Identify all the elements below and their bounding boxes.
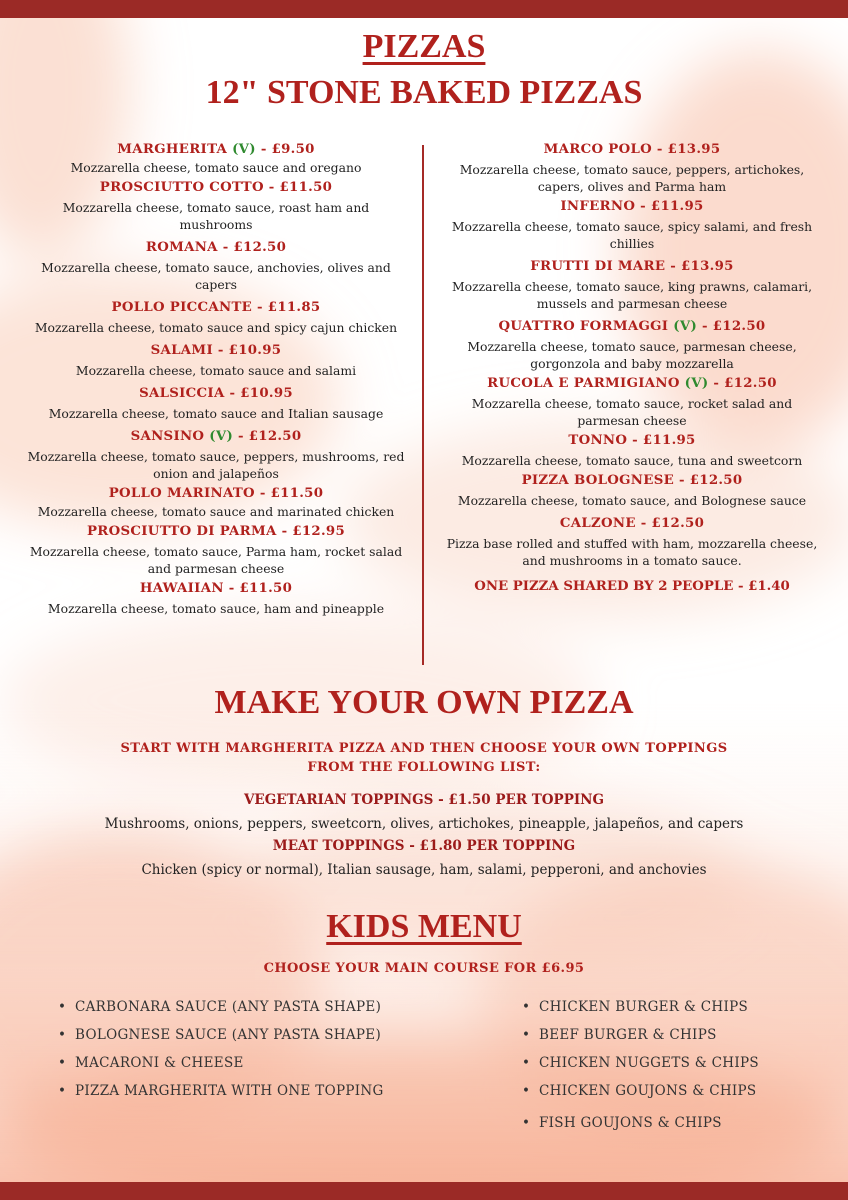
item-description: Mozzarella cheese, tomato sauce and marinated chicken <box>37 504 395 519</box>
top-band <box>0 0 848 18</box>
vegetarian-badge: (V) <box>684 376 709 391</box>
list-item: • CARBONARA SAUCE (ANY PASTA SHAPE) <box>58 997 384 1025</box>
list-item: • BEEF BURGER & CHIPS <box>522 1025 759 1053</box>
item-description: Mozzarella cheese, tomato sauce and Italian sausage <box>48 406 384 421</box>
make-your-own-intro-line2: FROM THE FOLLOWING LIST: <box>307 760 541 775</box>
kids-menu-title: KIDS MENU <box>326 908 522 945</box>
item-name: INFERNO - £11.95 <box>560 199 704 214</box>
menu-item <box>442 374 822 429</box>
kids-menu-subtitle: CHOOSE YOUR MAIN COURSE FOR £6.95 <box>263 961 585 976</box>
menu-item <box>442 257 822 312</box>
item-name: SANSINO (V) - £12.50 <box>130 429 302 444</box>
menu-item <box>442 471 822 509</box>
item-description: Mozzarella cheese, tomato sauce, peppers, artichokes, capers, olives and Parma ham <box>459 162 805 194</box>
item-name: FRUTTI DI MARE - £13.95 <box>530 259 734 274</box>
item-description: Mozzarella cheese, tomato sauce, rocket salad and parmesan cheese <box>471 396 793 428</box>
meat-toppings-heading: MEAT TOPPINGS - £1.80 PER TOPPING <box>272 838 576 854</box>
menu-item <box>26 140 406 176</box>
kids-list-left <box>58 997 384 1109</box>
vegetarian-badge: (V) <box>209 429 234 444</box>
item-description: Mozzarella cheese, tomato sauce, king prawns, calamari, mussels and parmesan cheese <box>451 279 813 311</box>
item-name: PROSCIUTTO DI PARMA - £12.95 <box>86 524 346 539</box>
vegetarian-badge: (V) <box>232 142 256 157</box>
item-name: RUCOLA E PARMIGIANO (V) - £12.50 <box>487 376 777 391</box>
make-your-own-intro-line1: START WITH MARGHERITA PIZZA AND THEN CHOOSE YOUR OWN TOPPINGS <box>120 741 728 756</box>
item-description: Mozzarella cheese, tomato sauce, Parma ham, rocket salad and parmesan cheese <box>29 544 403 576</box>
list-item: • MACARONI & CHEESE <box>58 1053 384 1081</box>
item-description: Mozzarella cheese, tomato sauce, and Bolognese sauce <box>457 493 807 508</box>
list-item: • FISH GOUJONS & CHIPS <box>522 1113 759 1141</box>
item-description: Mozzarella cheese, tomato sauce, tuna and sweetcorn <box>461 453 803 468</box>
item-name: CALZONE - £12.50 <box>559 516 705 531</box>
menu-item <box>26 427 406 482</box>
item-name: POLLO PICCANTE - £11.85 <box>111 300 321 315</box>
item-description: Pizza base rolled and stuffed with ham, mozzarella cheese, and mushrooms in a tomato sauce. <box>446 536 818 568</box>
item-name: MARGHERITA (V) - £9.50 <box>117 142 315 157</box>
menu-item <box>26 522 406 577</box>
make-your-own-title: MAKE YOUR OWN PIZZA <box>214 684 634 721</box>
item-name: HAWAIIAN - £11.50 <box>139 581 293 596</box>
page-title: PIZZAS <box>362 28 486 65</box>
item-description: Mozzarella cheese, tomato sauce and spicy cajun chicken <box>34 320 398 335</box>
menu-item <box>442 197 822 252</box>
column-divider <box>422 145 424 665</box>
menu-item <box>26 484 406 520</box>
pizza-column-right <box>442 140 822 594</box>
page-subtitle: 12" STONE BAKED PIZZAS <box>205 74 643 111</box>
vegetarian-toppings-heading: VEGETARIAN TOPPINGS - £1.50 PER TOPPING <box>243 792 605 808</box>
item-name: ROMANA - £12.50 <box>145 240 287 255</box>
item-description: Mozzarella cheese, tomato sauce, spicy salami, and fresh chillies <box>451 219 813 251</box>
pizza-column-left <box>26 140 406 617</box>
menu-item <box>442 317 822 372</box>
item-name: QUATTRO FORMAGGI (V) - £12.50 <box>498 319 766 334</box>
kids-list-right <box>522 997 759 1141</box>
item-name: SALSICCIA - £10.95 <box>139 386 293 401</box>
item-description: Mozzarella cheese, tomato sauce and salami <box>75 363 357 378</box>
vegetarian-toppings-list: Mushrooms, onions, peppers, sweetcorn, olives, artichokes, pineapple, jalapeños, and capers <box>104 816 744 832</box>
vegetarian-badge: (V) <box>673 319 698 334</box>
item-description: Mozzarella cheese, tomato sauce, parmesan cheese, gorgonzola and baby mozzarella <box>467 339 797 371</box>
bottom-band <box>0 1182 848 1200</box>
item-name: TONNO - £11.95 <box>568 433 696 448</box>
list-item: • CHICKEN BURGER & CHIPS <box>522 997 759 1025</box>
menu-item <box>442 140 822 195</box>
menu-item <box>26 384 406 422</box>
menu-item <box>442 431 822 469</box>
item-description: Mozzarella cheese, tomato sauce, roast ham and mushrooms <box>62 200 370 232</box>
menu-item <box>442 514 822 569</box>
menu-item <box>26 178 406 233</box>
list-item: • CHICKEN GOUJONS & CHIPS <box>522 1081 759 1113</box>
meat-toppings-list: Chicken (spicy or normal), Italian sausage, ham, salami, pepperoni, and anchovies <box>141 862 707 878</box>
menu-item <box>26 238 406 293</box>
list-item: • PIZZA MARGHERITA WITH ONE TOPPING <box>58 1081 384 1109</box>
list-item: • BOLOGNESE SAUCE (ANY PASTA SHAPE) <box>58 1025 384 1053</box>
menu-item <box>26 341 406 379</box>
item-name: POLLO MARINATO - £11.50 <box>108 486 324 501</box>
item-description: Mozzarella cheese, tomato sauce, peppers, mushrooms, red onion and jalapeños <box>27 449 405 481</box>
item-description: Mozzarella cheese, tomato sauce, ham and pineapple <box>47 601 385 616</box>
item-name: SALAMI - £10.95 <box>150 343 282 358</box>
list-item: • CHICKEN NUGGETS & CHIPS <box>522 1053 759 1081</box>
item-name: PIZZA BOLOGNESE - £12.50 <box>521 473 743 488</box>
item-name: MARCO POLO - £13.95 <box>543 142 721 157</box>
shared-pizza-note: ONE PIZZA SHARED BY 2 PEOPLE - £1.40 <box>474 579 790 594</box>
menu-item <box>26 298 406 336</box>
item-description: Mozzarella cheese, tomato sauce, anchovies, olives and capers <box>41 260 391 292</box>
item-name: PROSCIUTTO COTTO - £11.50 <box>99 180 333 195</box>
menu-item <box>26 579 406 617</box>
item-description: Mozzarella cheese, tomato sauce and oregano <box>70 160 362 175</box>
